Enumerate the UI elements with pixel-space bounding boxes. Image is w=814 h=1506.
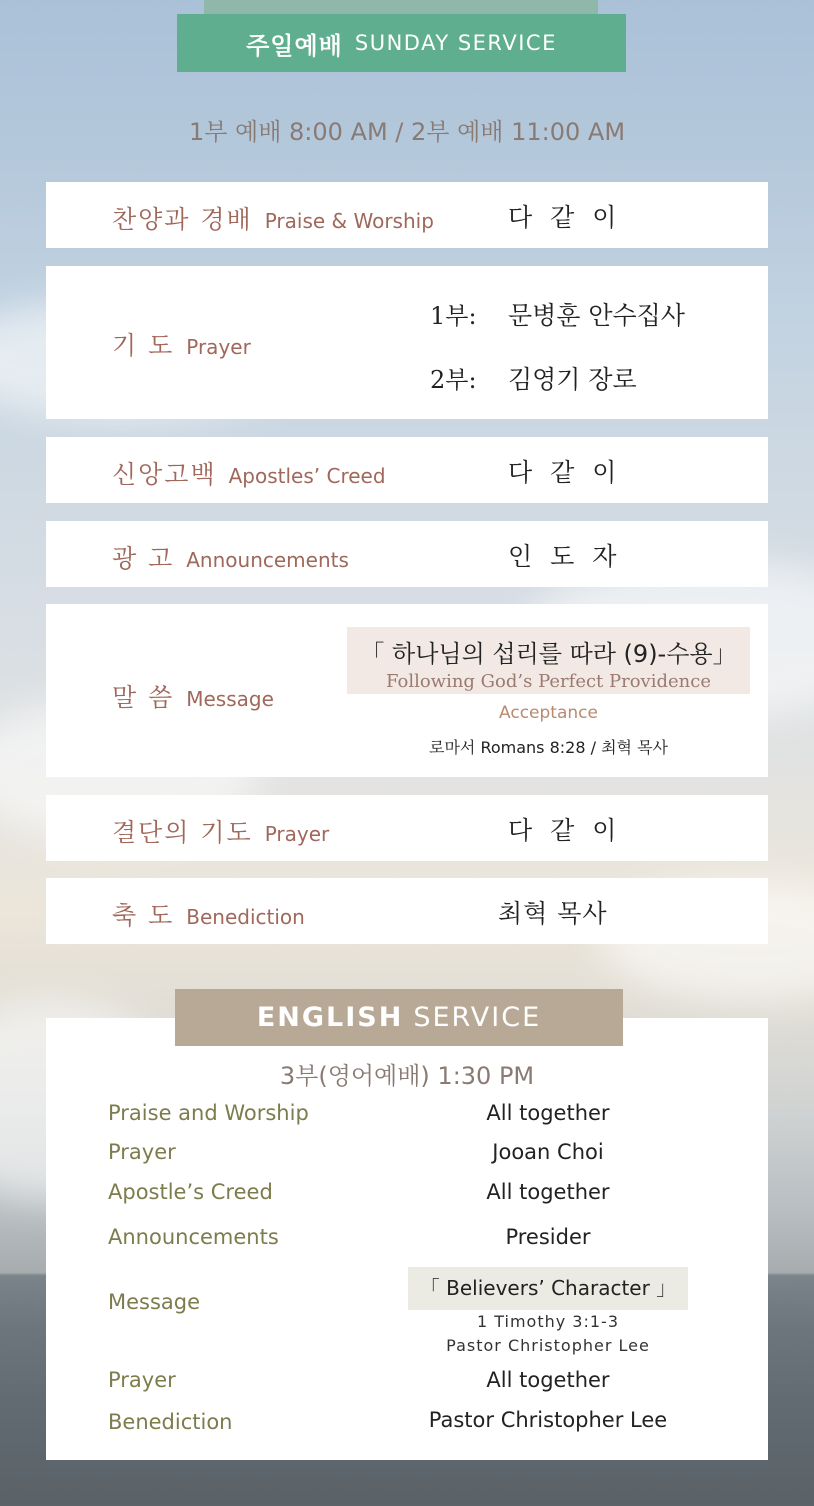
row-label-en: Apostles’ Creed xyxy=(228,464,386,488)
service-times: 1부 예배 8:00 AM / 2부 예배 11:00 AM xyxy=(188,118,626,146)
english-item-value: All together xyxy=(486,1368,610,1392)
message-title: 「 하나님의 섭리를 따라 (9)-수용」 xyxy=(360,640,737,668)
message-subtitle: Following God’s Perfect Providence xyxy=(385,671,711,692)
english-item-value: Pastor Christopher Lee xyxy=(428,1408,668,1432)
row-prayer xyxy=(46,266,768,419)
english-item-label: Benediction xyxy=(108,1410,233,1434)
row-value: 다 같 이 xyxy=(508,816,622,845)
row-value: 최혁 목사 xyxy=(498,899,608,928)
row-label-ko: 말 씀 xyxy=(112,683,175,712)
sunday-title-en: SUNDAY SERVICE xyxy=(354,31,557,55)
prayer-line-1 xyxy=(430,296,685,332)
row-message xyxy=(46,604,768,777)
row-label-en: Benediction xyxy=(186,905,305,929)
prayer-line-2-prefix: 2부: xyxy=(430,366,477,394)
english-message-speaker: Pastor Christopher Lee xyxy=(446,1336,650,1355)
english-service-time: 3부(영어예배) 1:30 PM xyxy=(279,1062,535,1090)
prayer-line-1-prefix: 1부: xyxy=(430,302,477,330)
english-item-label: Prayer xyxy=(108,1368,176,1392)
english-header-bold: ENGLISH xyxy=(256,1002,404,1033)
row-label-ko: 결단의 기도 xyxy=(112,818,253,847)
prayer-line-2-value: 김영기 장로 xyxy=(507,365,637,394)
row-label-en: Prayer xyxy=(186,335,251,359)
english-item-label: Praise and Worship xyxy=(108,1101,309,1125)
english-message-reference: 1 Timothy 3:1-3 xyxy=(476,1312,620,1331)
row-label-ko: 기 도 xyxy=(112,331,175,360)
row-label-ko: 광 고 xyxy=(112,544,175,573)
english-service-header xyxy=(175,989,623,1046)
english-item-value: Jooan Choi xyxy=(492,1140,604,1164)
row-announcements xyxy=(46,521,768,587)
prayer-line-2 xyxy=(430,360,637,396)
english-message-title: 「 Believers’ Character 」 xyxy=(408,1267,688,1310)
prayer-line-1-value: 문병훈 안수집사 xyxy=(507,301,685,330)
english-item-label: Apostle’s Creed xyxy=(108,1180,273,1204)
row-label-en: Message xyxy=(186,687,274,711)
row-label-ko: 신앙고백 xyxy=(112,460,217,489)
sunday-title-ko: 주일예배 xyxy=(246,31,343,60)
row-value: 인 도 자 xyxy=(508,542,622,571)
english-item-value: Presider xyxy=(505,1225,591,1249)
message-reference: 로마서 Romans 8:28 / 최혁 목사 xyxy=(429,738,668,757)
english-item-label: Message xyxy=(108,1290,201,1314)
row-label-en: Praise & Worship xyxy=(264,209,434,233)
header-top-strip xyxy=(204,0,598,14)
row-value: 다 같 이 xyxy=(508,458,622,487)
row-benediction xyxy=(46,878,768,944)
english-item-value: All together xyxy=(486,1101,610,1125)
row-closing-prayer xyxy=(46,795,768,861)
message-title-box xyxy=(347,627,750,694)
row-praise-worship xyxy=(46,182,768,248)
sunday-service-header xyxy=(177,14,626,72)
row-apostles-creed xyxy=(46,437,768,503)
english-item-label: Announcements xyxy=(108,1225,279,1249)
english-item-value: All together xyxy=(486,1180,610,1204)
row-label-en: Prayer xyxy=(264,822,330,846)
english-header-light: SERVICE xyxy=(413,1002,542,1033)
row-value: 다 같 이 xyxy=(508,203,622,232)
english-item-label: Prayer xyxy=(108,1140,176,1164)
message-subtitle-2: Acceptance xyxy=(499,703,598,723)
row-label-ko: 축 도 xyxy=(112,901,175,930)
row-label-ko: 찬양과 경배 xyxy=(112,205,253,234)
row-label-en: Announcements xyxy=(186,548,349,572)
